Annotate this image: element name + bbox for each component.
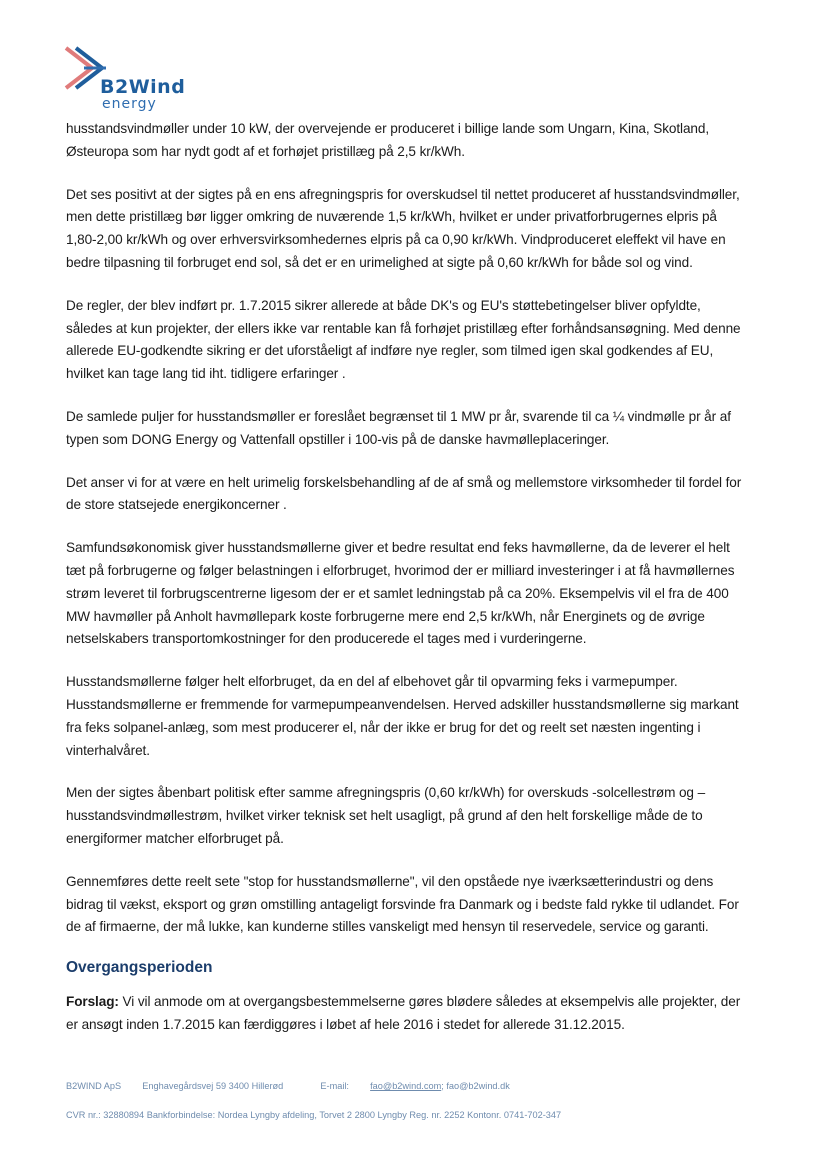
footer-email-label: E-mail: <box>320 1081 349 1091</box>
paragraph: Det anser vi for at være en helt urimelig forskelsbehandling af de af små og mellemstore virksomheder til fordel for de store statsejede energikoncerner . <box>66 474 742 513</box>
footer-email-extra: ; fao@b2wind.dk <box>441 1081 510 1091</box>
section-heading: Overgangsperioden <box>66 959 213 977</box>
footer-email-link[interactable]: fao@b2wind.com <box>370 1081 442 1091</box>
footer-contact <box>66 1081 766 1091</box>
proposal-paragraph <box>66 991 742 1037</box>
paragraph: De regler, der blev indført pr. 1.7.2015 sikrer allerede at både DK's og EU's støttebetingelser bliver opfyldte, således at kun projekter, der ellers ikke var rentable kan få forhøjet pristillæg efter forhåndsansøgning. Med denne allerede EU-godkendte sikring er det uforståeligt af indføre nye regler, som tilmed igen skal godkendes af EU, hvilket kan tage lang tid iht. tidligere erfaringer . <box>66 297 741 382</box>
proposal-lead: Forslag: <box>66 994 119 1010</box>
footer-bank: CVR nr.: 32880894 Bankforbindelse: Nordea Lyngby afdeling, Torvet 2 2800 Lyngby Reg. nr. 2252 Kontonr. 0741-702-347 <box>66 1110 562 1120</box>
paragraph: Men der sigtes åbenbart politisk efter samme afregningspris (0,60 kr/kWh) for overskuds -solcellestrøm og – husstandsvindmøllestrøm, hvilket virker teknisk set helt usagligt, på grund af den helt forskellige måde de to energiformer matcher elforbruget på. <box>66 785 706 846</box>
paragraph: Det ses positivt at der sigtes på en ens afregningspris for overskudsel til nettet produceret af husstandsvindmøller, men dette pristillæg bør ligger omkring de nuværende 1,5 kr/kWh, hvilket er under privatforbrugernes elpris på 1,80-2,00 kr/kWh og over erhversvirksomhedernes elpris på ca 0,90 kr/kWh. Vindproduceret eleffekt vil have en bedre tilpasning til forbruget end sol, så det er en urimelighed at sigte på 0,60 kr/kWh for både sol og vind. <box>66 186 740 270</box>
logo-tagline: energy <box>102 96 157 112</box>
footer-address: Enghavegårdsvej 59 3400 Hillerød <box>142 1081 284 1091</box>
letter-body <box>66 118 742 1057</box>
paragraph: husstandsvindmøller under 10 kW, der overvejende er produceret i billige lande som Ungarn, Kina, Skotland, Østeuropa som har nydt godt af et forhøjet pristillæg på 2,5 kr/kWh. <box>66 121 710 159</box>
paragraph: Samfundsøkonomisk giver husstandsmøllerne giver et bedre resultat end feks havmøllerne, da de leverer el helt tæt på forbrugerne og følger belastningen i elforbruget, hvorimod der er milliard investeringer i at få havmøllernes strøm leveret til forbrugscentrerne ligesom der er et samlet ledningstab på ca 20%. Eksempelvis vil el fra de 400 MW havmøller på Anholt havmøllepark koste forbrugerne mere end 2,5 kr/kWh, når Energinets og de øvrige netselskabers transportomkostninger for den producerede el tages med i vurderingerne. <box>66 540 735 647</box>
paragraph: Gennemføres dette reelt sete "stop for husstandsmøllerne", vil den opståede nye iværksætterindustri og dens bidrag til vækst, eksport og grøn omstilling antageligt forsvinde fra Danmark og i bedste fald rykke til udlandet. For de af firmaerne, der må lukke, kan kunderne stilles vanskeligt med hensyn til reservedele, service og garanti. <box>66 873 739 935</box>
logo-name: B2Wind <box>100 76 186 98</box>
paragraph: De samlede puljer for husstandsmøller er foreslået begrænset til 1 MW pr år, svarende til ca ¼ vindmølle pr år af typen som DONG Energy og Vattenfall opstiller i 100-vis på de danske havmølleplaceringer. <box>66 408 731 447</box>
company-logo <box>62 44 222 116</box>
proposal-text: Vi vil anmode om at overgangsbestemmelserne gøres blødere således at eksempelvis alle projekter, der er ansøgt inden 1.7.2015 kan færdiggøres i løbet af hele 2016 i stedet for allerede 31.12.2015. <box>66 994 741 1032</box>
paragraph: Husstandsmøllerne følger helt elforbruget, da en del af elbehovet går til opvarming feks i varmepumper. Husstandsmøllerne er fremmende for varmepumpeanvendelsen. Herved adskiller husstandsmøllerne sig markant fra feks solpanel-anlæg, som mest producerer el, når der ikke er brug for det og reelt set næsten ingenting i vinterhalvåret. <box>66 674 739 758</box>
footer-company: B2WIND ApS <box>66 1081 122 1091</box>
